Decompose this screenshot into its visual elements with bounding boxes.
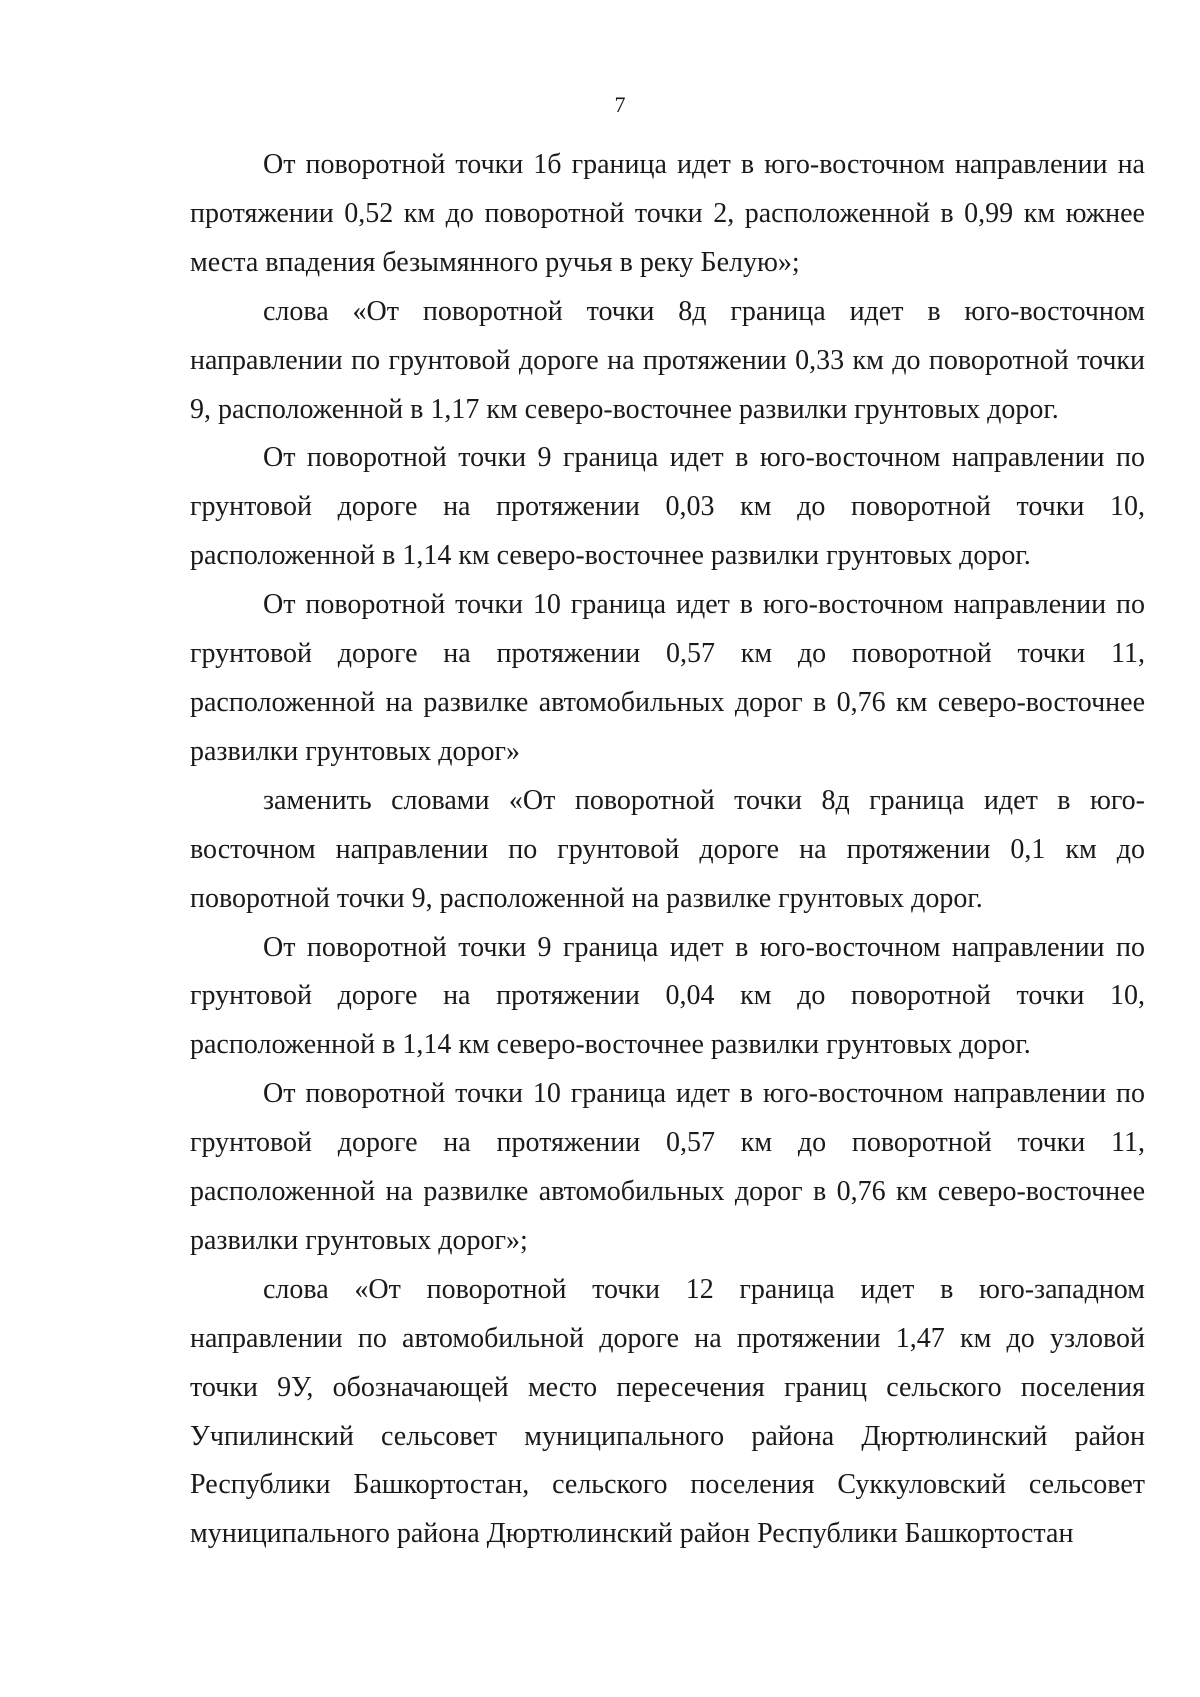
paragraph: заменить словами «От поворотной точки 8д граница идет в юго-восточном направлении по грунтовой дороге на протяжении 0,1 км до поворотной точки 9, расположенной на развилке грунтовых дорог. [190,784,1145,914]
page-number: 7 [614,92,626,117]
paragraph: От поворотной точки 9 граница идет в юго-восточном направлении по грунтовой дороге на протяжении 0,03 км до поворотной точки 10, расположенной в 1,14 км северо-восточнее развилки грунтовых дорог. [190,442,1145,572]
paragraph: От поворотной точки 9 граница идет в юго-восточном направлении по грунтовой дороге на протяжении 0,04 км до поворотной точки 10, расположенной в 1,14 км северо-восточнее развилки грунтовых дорог. [190,931,1145,1061]
document-body [190,141,1145,1559]
paragraph: слова «От поворотной точки 12 граница идет в юго-западном направлении по автомобильной дороге на протяжении 1,47 км до узловой точки 9У, обозначающей место пересечения границ сельского поселения Учпилинский сельсовет муниципального района Дюртюлинский район Республики Башкортостан, сельского поселения Суккуловский сельсовет муниципального района Дюртюлинский район Республики Башкортостан [190,1273,1145,1550]
paragraph: слова «От поворотной точки 8д граница идет в юго-восточном направлении по грунтовой дороге на протяжении 0,33 км до поворотной точки 9, расположенной в 1,17 км северо-восточнее развилки грунтовых дорог. [190,295,1145,425]
paragraph: От поворотной точки 1б граница идет в юго-восточном направлении на протяжении 0,52 км до поворотной точки 2, расположенной в 0,99 км южнее места впадения безымянного ручья в реку Белую»; [190,149,1145,278]
paragraph: От поворотной точки 10 граница идет в юго-восточном направлении по грунтовой дороге на протяжении 0,57 км до поворотной точки 11, расположенной на развилке автомобильных дорог в 0,76 км северо-восточнее развилки грунтовых дорог»; [190,1078,1145,1256]
paragraph: От поворотной точки 10 граница идет в юго-восточном направлении по грунтовой дороге на протяжении 0,57 км до поворотной точки 11, расположенной на развилке автомобильных дорог в 0,76 км северо-восточнее развилки грунтовых дорог» [190,589,1145,767]
